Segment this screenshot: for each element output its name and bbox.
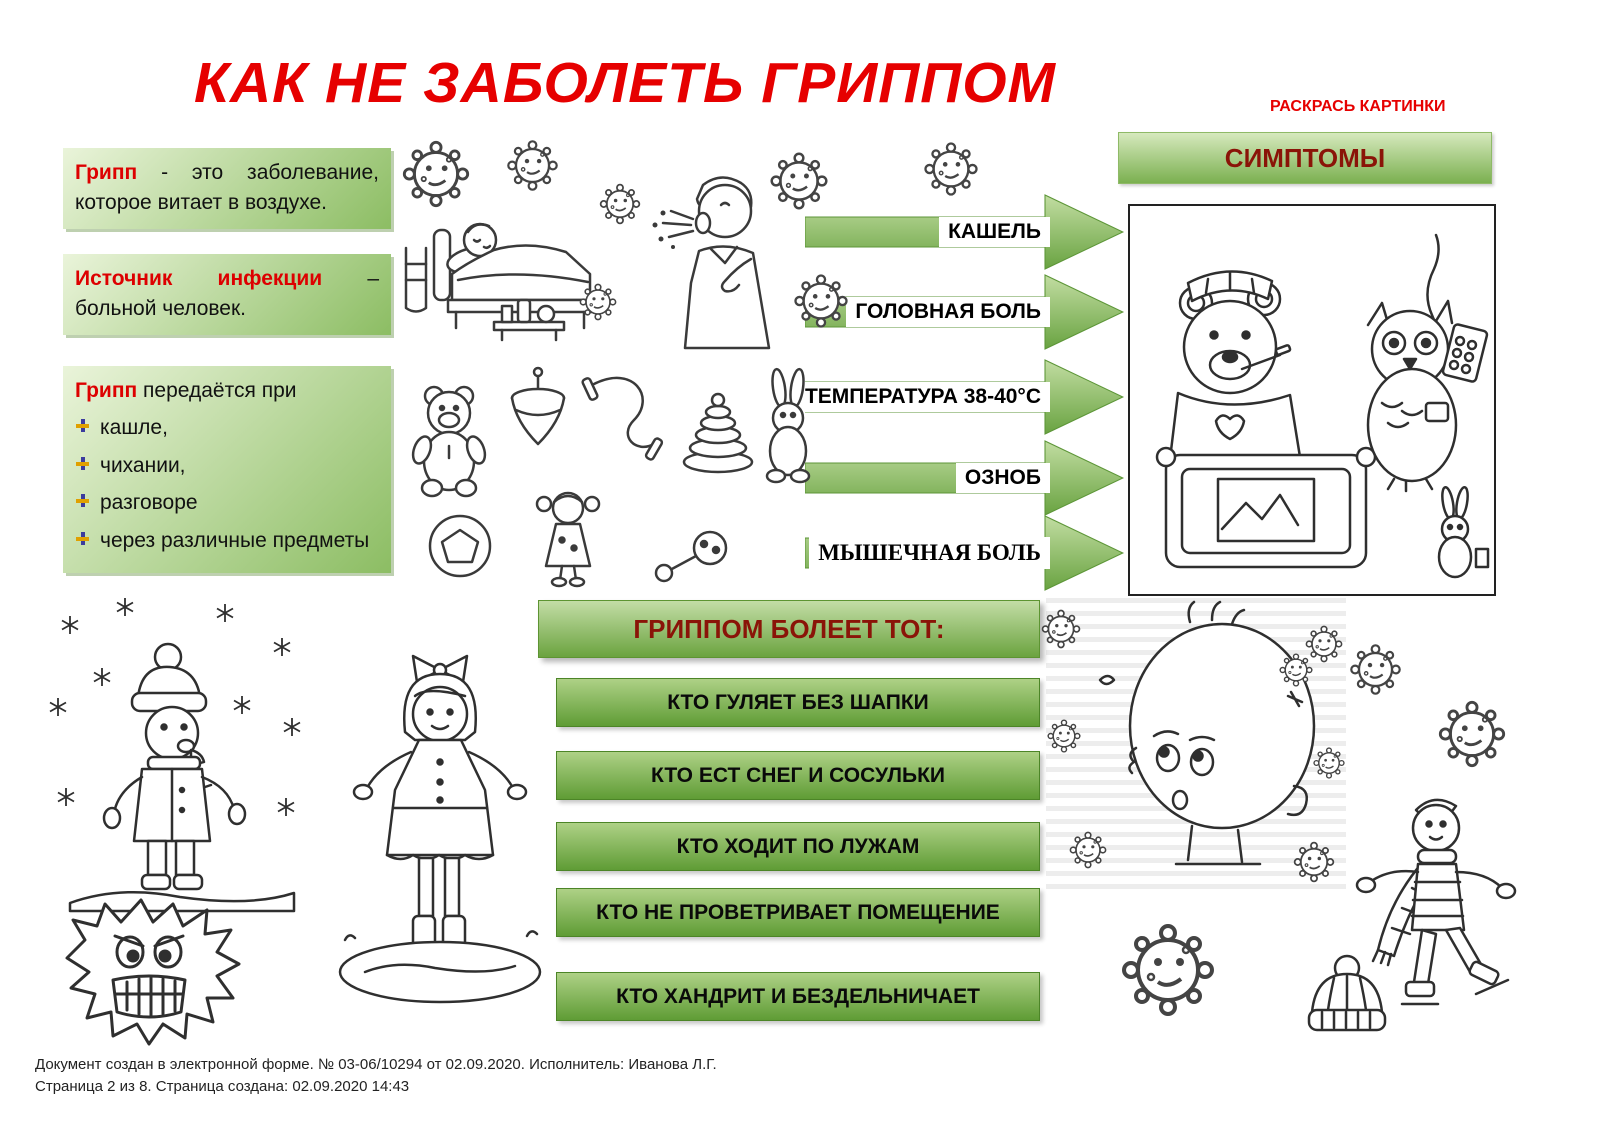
flag-bullet-icon — [75, 531, 90, 546]
virus-icon — [1118, 920, 1218, 1020]
symptom-label: ОЗНОБ — [956, 463, 1050, 493]
symptom-arrow-headache — [805, 269, 1125, 355]
list-item — [75, 526, 379, 556]
flag-bullet-icon — [75, 493, 90, 508]
info-box-body-text: - это заболевание, которое витает в воздухе. — [75, 161, 379, 215]
virus-icon — [505, 138, 560, 193]
info-box-infection-source — [63, 254, 391, 335]
angry-virus-monster-illustration — [45, 880, 260, 1065]
document-footer — [35, 1054, 717, 1098]
transmission-list — [75, 413, 379, 556]
info-box-lead-text: Грипп — [75, 161, 138, 184]
flu-victims-header: ГРИППОМ БОЛЕЕТ ТОТ: — [538, 600, 1040, 658]
list-item-label: через различные предметы — [100, 528, 370, 552]
list-item — [75, 488, 379, 518]
flu-victim-item: КТО ХАНДРИТ И БЕЗДЕЛЬНИЧАЕТ — [556, 972, 1040, 1021]
skating-boy-illustration — [1330, 780, 1540, 1080]
info-box-lead-text: Источник инфекции — [75, 267, 323, 290]
virus-icon — [768, 150, 830, 212]
virus-icon — [792, 272, 850, 330]
symptom-arrow-cough — [805, 189, 1125, 275]
footer-line-1: Документ создан в электронной форме. № 03-06/10294 от 02.09.2020. Исполнитель: Иванова Л.Г. — [35, 1056, 717, 1073]
info-box-lead-text: Грипп — [75, 379, 138, 402]
flu-victim-item: КТО ЕСТ СНЕГ И СОСУЛЬКИ — [556, 751, 1040, 800]
symptom-arrow-chills — [805, 435, 1125, 521]
flu-victim-item: КТО НЕ ПРОВЕТРИВАЕТ ПОМЕЩЕНИЕ — [556, 888, 1040, 937]
toys-illustration — [398, 358, 818, 588]
symptom-label: ТЕМПЕРАТУРА 38-40°С — [796, 382, 1050, 412]
sick-person-in-bed-illustration — [398, 188, 598, 343]
virus-icon — [1278, 652, 1314, 688]
page-title: КАК НЕ ЗАБОЛЕТЬ ГРИППОМ — [193, 51, 1057, 115]
coloring-picture-frame — [1128, 204, 1496, 596]
list-item — [75, 451, 379, 481]
list-item-label: разговоре — [100, 491, 198, 515]
info-box-body-text: – больной человек. — [75, 267, 379, 321]
flu-victim-item: КТО ГУЛЯЕТ БЕЗ ШАПКИ — [556, 678, 1040, 727]
info-box-transmission — [63, 366, 391, 573]
flu-victim-item: КТО ХОДИТ ПО ЛУЖАМ — [556, 822, 1040, 871]
virus-icon — [578, 282, 618, 322]
virus-icon — [598, 182, 642, 226]
info-box-flu-definition — [63, 148, 391, 229]
list-item-label: чихании, — [100, 453, 186, 477]
symptom-label: ГОЛОВНАЯ БОЛЬ — [846, 297, 1050, 327]
flag-bullet-icon — [75, 418, 90, 433]
info-box-body-text: передаётся при — [137, 379, 297, 402]
symptom-arrow-muscle-pain — [805, 510, 1125, 596]
girl-in-puddle-illustration — [315, 640, 565, 1040]
boy-catching-snowflakes-illustration — [30, 585, 330, 915]
list-item — [75, 413, 379, 443]
boy-head-with-germs-illustration — [1040, 598, 1350, 898]
flag-bullet-icon — [75, 456, 90, 471]
virus-icon — [400, 138, 472, 210]
bear-in-bed-illustration — [1130, 206, 1494, 594]
symptom-label: МЫШЕЧНАЯ БОЛЬ — [809, 537, 1050, 569]
symptom-label: КАШЕЛЬ — [939, 217, 1050, 247]
virus-icon — [1348, 642, 1403, 697]
virus-icon — [922, 140, 980, 198]
coloring-instruction: РАСКРАСЬ КАРТИНКИ — [1270, 98, 1446, 115]
virus-icon — [1436, 698, 1508, 770]
footer-line-2: Страница 2 из 8. Страница создана: 02.09.2020 14:43 — [35, 1077, 410, 1095]
list-item-label: кашле, — [100, 416, 168, 440]
sneezing-person-illustration — [633, 163, 783, 353]
symptoms-header: СИМПТОМЫ — [1118, 132, 1492, 184]
symptom-arrow-temperature — [805, 354, 1125, 440]
